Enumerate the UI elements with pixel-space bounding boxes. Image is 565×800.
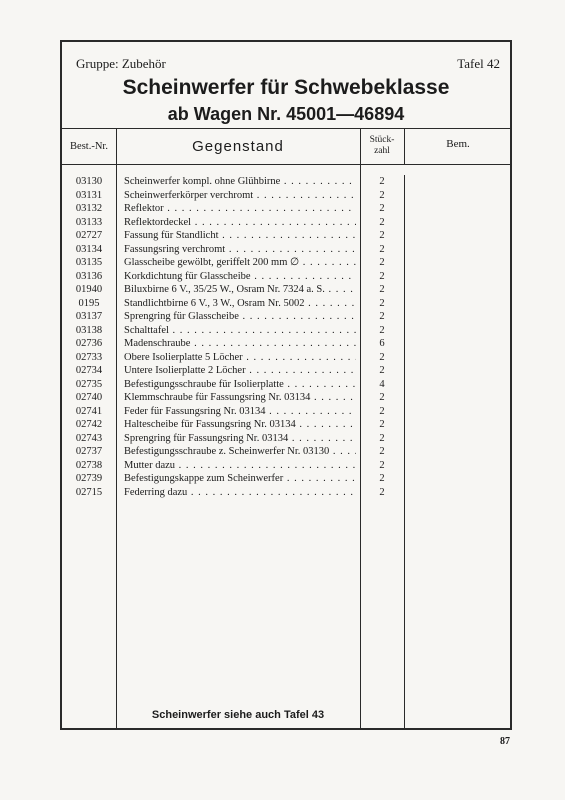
table-row [62, 472, 510, 486]
header-bottom-rule [62, 164, 510, 165]
table-row [62, 202, 510, 216]
group-label: Gruppe: Zubehör [76, 56, 166, 71]
table-row [62, 391, 510, 405]
part-quantity: 2 [379, 405, 385, 417]
page-number: 87 [500, 736, 510, 747]
table-row [62, 378, 510, 392]
table-row [62, 270, 510, 284]
part-description: Obere Isolierplatte 5 Löcher . . . [124, 351, 356, 365]
table-row [62, 337, 510, 351]
part-quantity: 2 [379, 324, 385, 336]
part-number: 03133 [75, 216, 103, 228]
part-quantity: 2 [379, 311, 385, 322]
part-quantity: 2 [379, 419, 385, 430]
part-description: Glasscheibe gewölbt, geriffelt 200 mm ∅ . . . [124, 256, 356, 270]
part-number: 03138 [75, 324, 103, 336]
column-header-stueck-line1: Stück- [369, 135, 395, 145]
part-description: Haltescheibe für Fassungsring Nr. 03134 . . . [124, 418, 356, 432]
part-quantity: 2 [379, 446, 385, 457]
part-description: Sprengring für Fassungsring Nr. 03134 . . . [124, 432, 356, 446]
table-row [62, 175, 510, 189]
column-header-stueck-line2: zahl [374, 146, 390, 156]
page-title: Scheinwerfer für Schwebeklasse [122, 76, 450, 99]
part-description: Untere Isolierplatte 2 Löcher . . . [124, 364, 356, 378]
part-quantity: 2 [379, 176, 385, 187]
part-quantity: 2 [379, 203, 385, 214]
table-row [62, 256, 510, 270]
part-number: 02739 [75, 473, 103, 484]
table-row [62, 189, 510, 203]
table-row [62, 486, 510, 500]
part-quantity: 2 [379, 432, 385, 444]
page-subtitle: ab Wagen Nr. 45001—46894 [167, 104, 405, 124]
part-number: 03132 [75, 203, 103, 214]
table-row [62, 310, 510, 324]
column-header-stueckzahl [360, 128, 404, 164]
part-description: Reflektordeckel . . . [124, 216, 356, 230]
column-header-best-nr: Best.-Nr. [70, 140, 108, 152]
part-description: Fassung für Standlicht . . . [124, 229, 356, 243]
part-number: 02735 [75, 378, 103, 390]
part-quantity: 2 [379, 486, 385, 498]
part-number: 02740 [75, 392, 103, 403]
table-row [62, 364, 510, 378]
part-description: Mutter dazu . . . [124, 459, 356, 473]
parts-list [62, 175, 510, 499]
part-quantity: 2 [379, 459, 385, 471]
part-quantity: 2 [379, 243, 385, 255]
table-row [62, 445, 510, 459]
part-description: Biluxbirne 6 V., 35/25 W., Osram Nr. 7324 a. S. . . . [124, 283, 356, 297]
part-number: 02733 [75, 351, 103, 363]
part-description: Feder für Fassungsring Nr. 03134 . . . [124, 405, 356, 419]
part-number: 03134 [75, 243, 103, 255]
part-quantity: 6 [379, 338, 385, 349]
part-number: 02727 [75, 230, 103, 241]
part-description: Scheinwerferkörper verchromt . . . [124, 189, 356, 203]
part-number: 0195 [78, 297, 100, 309]
part-description: Reflektor . . . [124, 202, 356, 216]
part-number: 02742 [75, 419, 103, 430]
table-row [62, 283, 510, 297]
part-number: 03130 [75, 176, 103, 187]
footer-note: Scheinwerfer siehe auch Tafel 43 [151, 709, 325, 721]
part-description: Scheinwerfer kompl. ohne Glühbirne . . . [124, 175, 356, 189]
part-description: Standlichtbirne 6 V., 3 W., Osram Nr. 5002 . . . [124, 297, 356, 311]
part-number: 02736 [75, 338, 103, 349]
part-number: 02715 [75, 486, 103, 498]
part-number: 01940 [75, 284, 103, 295]
part-quantity: 2 [379, 392, 385, 403]
part-quantity: 2 [379, 284, 385, 295]
column-header-gegenstand: Gegenstand [192, 137, 284, 155]
part-description: Fassungsring verchromt . . . [124, 243, 356, 257]
part-description: Befestigungskappe zum Scheinwerfer . . . [124, 472, 356, 486]
part-quantity: 2 [379, 230, 385, 241]
parts-table-frame [60, 40, 512, 730]
part-number: 03137 [75, 311, 103, 322]
plate-label: Tafel 42 [457, 56, 500, 71]
part-number: 02734 [75, 365, 103, 376]
part-quantity: 2 [379, 365, 385, 376]
part-quantity: 4 [379, 378, 385, 390]
table-row [62, 297, 510, 311]
table-row [62, 216, 510, 230]
part-quantity: 2 [379, 216, 385, 228]
table-row [62, 229, 510, 243]
table-row [62, 243, 510, 257]
part-description: Korkdichtung für Glasscheibe . . . [124, 270, 356, 284]
part-description: Schalttafel . . . [124, 324, 356, 338]
part-number: 03135 [75, 257, 103, 268]
table-row [62, 351, 510, 365]
part-description: Madenschraube . . . [124, 337, 356, 351]
part-quantity: 2 [379, 473, 385, 484]
part-description: Federring dazu . . . [124, 486, 356, 500]
part-description: Befestigungsschraube z. Scheinwerfer Nr. 03130 . . . [124, 445, 356, 459]
part-number: 03136 [75, 270, 103, 282]
part-description: Sprengring für Glasscheibe . . . [124, 310, 356, 324]
table-row [62, 459, 510, 473]
part-number: 03131 [75, 189, 103, 201]
part-quantity: 2 [379, 297, 385, 309]
table-row [62, 418, 510, 432]
part-quantity: 2 [379, 351, 385, 363]
part-description: Befestigungsschraube für Isolierplatte . . . [124, 378, 356, 392]
column-header-bem: Bem. [446, 138, 470, 150]
part-quantity: 2 [379, 257, 385, 268]
part-quantity: 2 [379, 189, 385, 201]
part-number: 02738 [75, 459, 103, 471]
part-number: 02737 [75, 446, 103, 457]
table-row [62, 432, 510, 446]
table-row [62, 324, 510, 338]
part-description: Klemmschraube für Fassungsring Nr. 03134 . . . [124, 391, 356, 405]
part-quantity: 2 [379, 270, 385, 282]
part-number: 02741 [75, 405, 103, 417]
part-number: 02743 [75, 432, 103, 444]
table-row [62, 405, 510, 419]
